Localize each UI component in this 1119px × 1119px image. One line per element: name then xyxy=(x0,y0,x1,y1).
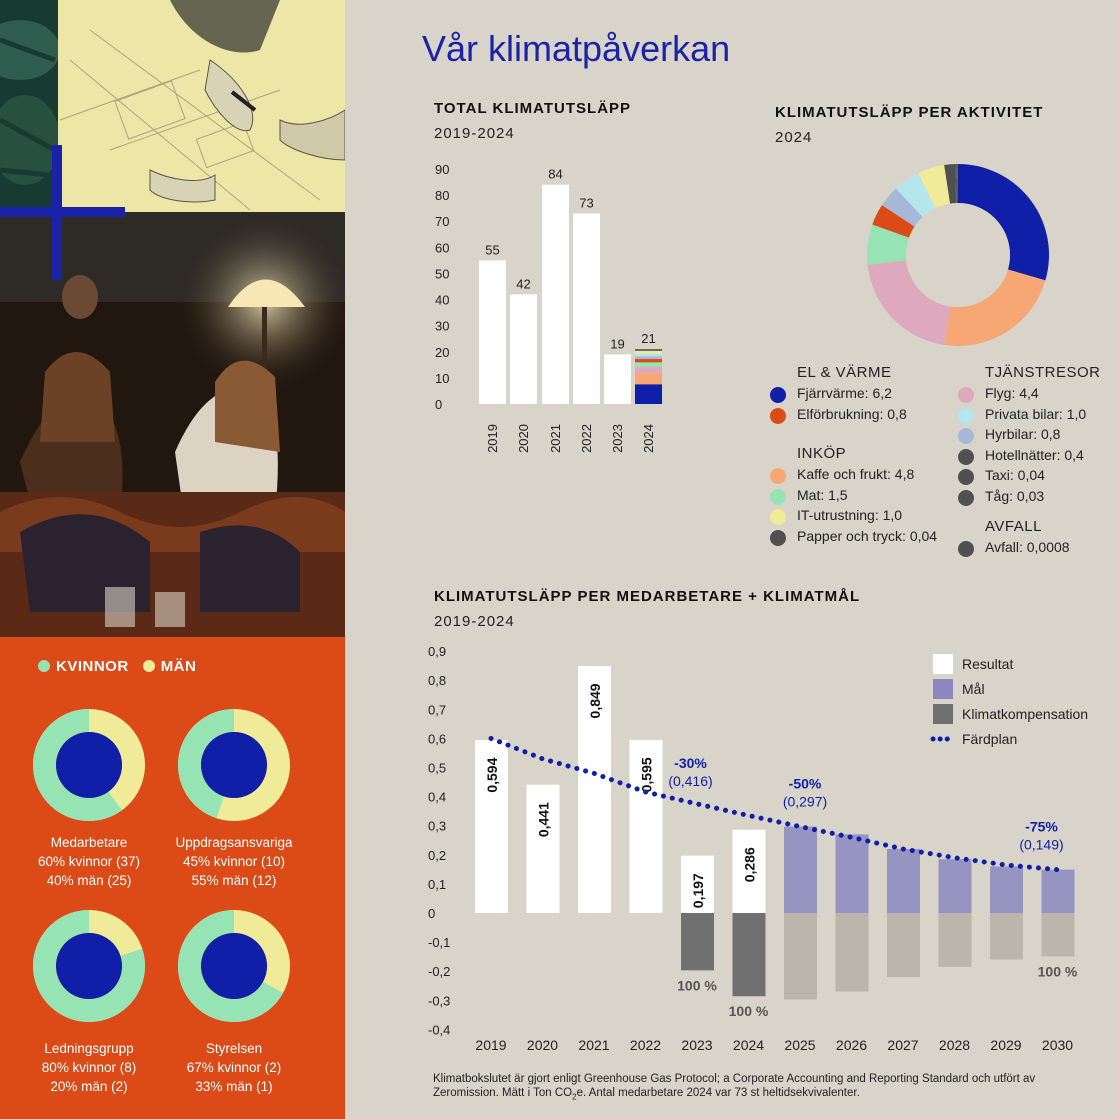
y-tick-label: -0,4 xyxy=(428,1022,451,1038)
group-women: 80% kvinnor (8) xyxy=(41,1060,137,1075)
legend-group-heading: INKÖP xyxy=(797,445,847,462)
legend-group-heading: AVFALL xyxy=(985,518,1042,535)
x-tick-label: 2024 xyxy=(732,1037,765,1053)
x-tick-label: 2023 xyxy=(610,424,625,453)
bar-2022 xyxy=(573,213,600,404)
goal-bar-2026 xyxy=(836,834,869,913)
activity-heading: KLIMATUTSLÄPP PER AKTIVITET xyxy=(775,104,1044,121)
x-tick-label: 2021 xyxy=(578,1037,610,1053)
x-tick-label: 2030 xyxy=(1041,1037,1074,1053)
legend-label: Flyg: 4,4 xyxy=(985,385,1039,401)
legend-label: Tåg: 0,03 xyxy=(985,487,1045,504)
group-name: Styrelsen xyxy=(205,1041,263,1056)
goal-bar-2029 xyxy=(990,866,1023,913)
x-tick-label: 2020 xyxy=(526,1037,559,1053)
leaf-shape xyxy=(0,0,58,212)
bar-2023 xyxy=(604,354,631,404)
bar-2020 xyxy=(510,294,537,404)
compensation-bar-2024 xyxy=(733,913,766,996)
y-tick-label: 80 xyxy=(435,188,450,204)
legend-label: Hotellnätter: 0,4 xyxy=(985,446,1084,463)
bar-2024-segment xyxy=(635,373,662,384)
per-employee-subtitle: 2019-2024 xyxy=(434,613,515,630)
x-tick-label: 2029 xyxy=(990,1037,1022,1053)
bar-2024-segment xyxy=(635,362,662,366)
legend-dot-icon xyxy=(958,490,974,506)
donut-caption-styrelsen xyxy=(164,1039,304,1096)
legend-label: Mål xyxy=(962,681,985,697)
result-label-2023: 0,197 xyxy=(690,873,706,909)
group-name: Uppdragsansvariga xyxy=(175,835,293,850)
legend-label: IT-utrustning: 1,0 xyxy=(797,507,903,523)
x-tick-label: 2019 xyxy=(475,1037,507,1053)
y-tick-label: 0,9 xyxy=(428,644,447,660)
target-value: (0,149) xyxy=(1019,836,1064,853)
result-label-2021: 0,849 xyxy=(587,683,603,719)
result-label-2022: 0,595 xyxy=(638,757,655,793)
result-label-2019: 0,594 xyxy=(484,757,500,793)
y-tick-label: 70 xyxy=(435,214,450,230)
goal-bar-2025 xyxy=(784,827,817,913)
per-employee-chart xyxy=(420,640,1119,1065)
x-tick-label: 2019 xyxy=(485,424,500,453)
legend-label: Papper och tryck: 0,04 xyxy=(797,527,938,544)
x-tick-label: 2024 xyxy=(641,424,656,453)
group-women: 45% kvinnor (10) xyxy=(182,854,286,869)
legend-dot-icon xyxy=(770,408,786,424)
compensation-percent-label: 100 % xyxy=(1037,963,1078,980)
y-tick-label: 90 xyxy=(435,162,450,177)
legend-dot-icon xyxy=(770,509,786,525)
group-men: 40% män (25) xyxy=(46,873,132,888)
total-subtitle: 2019-2024 xyxy=(434,125,515,142)
data-label: 73 xyxy=(579,195,594,211)
target-percent: -50% xyxy=(788,775,822,792)
legend-label: Mat: 1,5 xyxy=(797,486,848,503)
legend-swatch-0 xyxy=(933,654,953,674)
legend-label: Elförbrukning: 0,8 xyxy=(797,405,907,422)
data-label: 19 xyxy=(610,336,625,352)
y-tick-label: 0,1 xyxy=(428,876,447,892)
data-label: 84 xyxy=(548,166,563,182)
legend-swatch-1 xyxy=(933,679,953,699)
compensation-bar-2027 xyxy=(887,913,920,977)
legend-dot-icon xyxy=(958,449,974,465)
x-tick-label: 2022 xyxy=(629,1037,662,1053)
legend-dot-icon xyxy=(770,530,786,546)
legend-dot-icon xyxy=(770,489,786,505)
women-label: KVINNOR xyxy=(56,658,129,675)
blue-cross-horizontal xyxy=(0,207,125,217)
compensation-bar-2023 xyxy=(681,913,714,970)
bar-2024-segment xyxy=(635,354,662,357)
y-tick-label: 50 xyxy=(435,266,450,282)
legend-dot-icon xyxy=(958,387,974,403)
compensation-bar-2025 xyxy=(784,913,817,999)
y-tick-label: 0,8 xyxy=(428,673,447,689)
page-title: Vår klimatpåverkan xyxy=(422,28,731,69)
legend-label: Fjärrvärme: 6,2 xyxy=(797,385,892,401)
legend-dot-icon xyxy=(958,408,974,424)
bar-2024-segment xyxy=(635,384,662,404)
group-women: 60% kvinnor (37) xyxy=(37,854,141,869)
goal-bar-2027 xyxy=(887,849,920,913)
footnote-text-a: Klimatbokslutet är gjort enligt Greenhouse Gas Protocol; a Corporate Accounting and Reporting Standard och utfört av Zeromission. Mätt i Ton CO xyxy=(433,1073,1036,1099)
compensation-bar-2029 xyxy=(990,913,1023,960)
x-tick-label: 2025 xyxy=(784,1037,816,1053)
legend-group-heading: EL & VÄRME xyxy=(797,364,892,381)
y-tick-label: 0,7 xyxy=(428,702,447,718)
y-tick-label: 10 xyxy=(435,370,450,386)
activity-donut-chart xyxy=(858,155,1058,355)
legend-label: Taxi: 0,04 xyxy=(985,467,1045,483)
legend-label: Hyrbilar: 0,8 xyxy=(985,426,1061,442)
bar-2021 xyxy=(542,185,569,404)
y-tick-label: 0,5 xyxy=(428,760,447,776)
donut-hole xyxy=(906,203,1010,307)
goal-bar-2028 xyxy=(939,859,972,913)
donut-center xyxy=(201,732,267,798)
legend-swatch-2 xyxy=(933,704,953,724)
total-bar-chart xyxy=(420,150,680,470)
bar-2024-segment xyxy=(635,349,662,351)
x-tick-label: 2020 xyxy=(516,424,531,453)
data-label: 42 xyxy=(516,276,531,292)
donut-center xyxy=(201,933,267,999)
legend-dot-icon xyxy=(770,387,786,403)
goal-bar-2030 xyxy=(1042,870,1075,913)
data-label: 21 xyxy=(641,331,656,347)
x-tick-label: 2027 xyxy=(887,1037,919,1053)
donut-caption-uppdragsansvariga xyxy=(164,833,304,890)
y-tick-label: -0,1 xyxy=(428,935,451,951)
x-tick-label: 2026 xyxy=(835,1037,868,1053)
group-men: 33% män (1) xyxy=(195,1079,273,1094)
group-women: 67% kvinnor (2) xyxy=(186,1060,282,1075)
legend-label: Avfall: 0,0008 xyxy=(985,539,1070,555)
y-tick-label: 20 xyxy=(435,344,450,360)
footnote-subscript: 2 xyxy=(572,1092,577,1102)
group-name: Medarbetare xyxy=(50,835,128,850)
result-label-2020: 0,441 xyxy=(535,802,552,838)
x-tick-label: 2023 xyxy=(681,1037,713,1053)
y-tick-label: 40 xyxy=(435,292,450,308)
y-tick-label: 60 xyxy=(435,240,450,256)
group-men: 20% män (2) xyxy=(50,1079,128,1094)
donut-caption-ledningsgrupp xyxy=(19,1039,159,1096)
bar-2024-segment xyxy=(635,359,662,362)
compensation-bar-2026 xyxy=(836,913,869,992)
bar-2024-segment xyxy=(635,351,662,354)
activity-subtitle: 2024 xyxy=(775,129,813,146)
y-tick-label: 0,6 xyxy=(428,731,447,747)
y-tick-label: 0,4 xyxy=(428,789,447,805)
target-value: (0,416) xyxy=(668,772,713,789)
legend-label: Privata bilar: 1,0 xyxy=(985,405,1087,422)
group-name: Ledningsgrupp xyxy=(44,1041,134,1056)
legend-dot-icon xyxy=(958,428,974,444)
legend-dot-icon xyxy=(958,541,974,557)
legend-group-heading: TJÄNSTRESOR xyxy=(985,364,1101,381)
x-tick-label: 2028 xyxy=(938,1037,971,1053)
y-tick-label: 30 xyxy=(435,318,450,334)
bar-2024-segment xyxy=(635,356,662,359)
per-employee-heading: KLIMATUTSLÄPP PER MEDARBETARE + KLIMATMÅL xyxy=(434,588,861,605)
y-tick-label: 0,2 xyxy=(428,847,447,863)
compensation-bar-2028 xyxy=(939,913,972,967)
result-label-2024: 0,286 xyxy=(741,847,758,883)
legend-label: Resultat xyxy=(962,656,1014,672)
donut-center xyxy=(56,933,122,999)
bar-2024-segment xyxy=(635,367,662,374)
target-value: (0,297) xyxy=(782,793,828,810)
y-tick-label: 0 xyxy=(435,397,443,412)
group-men: 55% män (12) xyxy=(191,873,277,888)
y-tick-label: 0 xyxy=(428,906,436,921)
footnote xyxy=(433,1072,1093,1104)
legend-label: Färdplan xyxy=(962,731,1018,747)
legend-label: Klimatkompensation xyxy=(962,706,1089,722)
y-tick-label: -0,2 xyxy=(428,964,451,980)
data-label: 55 xyxy=(485,242,500,258)
left-panel xyxy=(0,0,345,1119)
y-tick-label: -0,3 xyxy=(428,993,451,1009)
donut-center xyxy=(56,732,122,798)
target-percent: -30% xyxy=(674,754,707,771)
x-tick-label: 2021 xyxy=(548,424,563,453)
target-percent: -75% xyxy=(1025,818,1058,835)
y-tick-label: 0,3 xyxy=(428,818,447,834)
legend-dot-icon xyxy=(958,469,974,485)
footnote-text-b: e. Antal medarbetare 2024 var 73 st heltidsekvivalenter. xyxy=(576,1087,860,1099)
compensation-bar-2030 xyxy=(1042,913,1075,956)
x-tick-label: 2022 xyxy=(579,424,594,453)
legend-dot-icon xyxy=(770,468,786,484)
legend-label: Kaffe och frukt: 4,8 xyxy=(797,466,915,482)
compensation-percent-label: 100 % xyxy=(728,1003,769,1020)
total-heading: TOTAL KLIMATUTSLÄPP xyxy=(434,100,632,117)
bar-2019 xyxy=(479,260,506,404)
compensation-percent-label: 100 % xyxy=(677,977,717,994)
men-label: MÄN xyxy=(160,658,197,675)
roadmap-line xyxy=(491,738,1058,869)
donut-caption-medarbetare xyxy=(19,833,159,890)
